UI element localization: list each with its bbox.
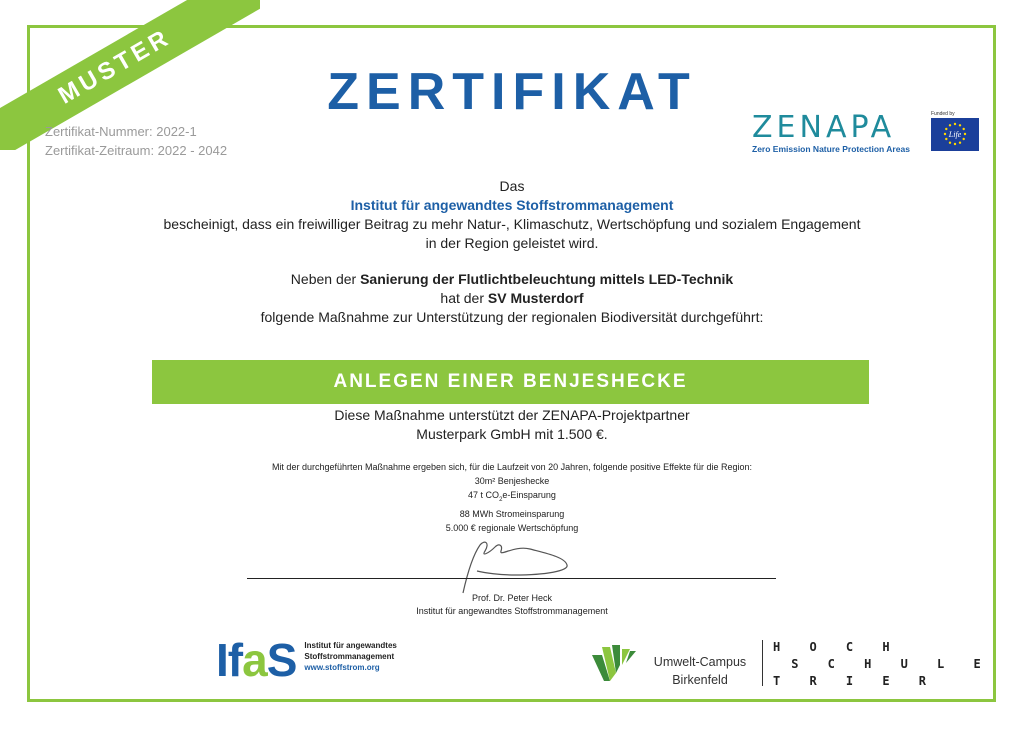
zenapa-wordmark: ZENAPA [752,110,896,145]
hochschule-trier-text: H O C H S C H U L E T R I E R [773,640,992,688]
intro-paragraph [0,177,1024,253]
effects-heading: Mit der durchgeführten Maßnahme ergeben sich, für die Laufzeit von 20 Jahren, folgende positive Effekte für die Region: [271,462,753,472]
signature-image [455,535,585,595]
eu-life-logo [931,118,979,151]
measure-banner: ANLEGEN EINER BENJESHECKE [152,360,869,404]
signatory-org: Institut für angewandtes Stoffstrommanagement [416,606,608,616]
institute-name: Institut für angewandtes Stoffstrommanagement [350,197,674,213]
ifas-wordmark: IfaS [216,634,297,686]
intro-das: Das [499,178,525,194]
signatory-block [0,592,1024,618]
certificate-number: Zertifikat-Nummer: 2022-1 [45,124,197,139]
umwelt-campus-text: Umwelt-Campus Birkenfeld [653,655,747,687]
club-name: SV Musterdorf [487,290,584,306]
umwelt-campus-mark-icon [590,643,638,683]
signature-line [247,578,776,579]
effect-co2: 47 t $CO_2e$-Einsparung [468,490,556,503]
certificate-period: Zertifikat-Zeitraum: 2022 - 2042 [45,143,228,158]
certificate-meta [45,122,227,160]
muster-label: MUSTER [0,0,260,150]
zenapa-logo [752,112,910,154]
effect-power: 88 MWh Stromeinsparung [459,508,565,519]
measure-line-1: Neben der Sanierung der Flutlichtbeleuchtung mittels LED-Technik [290,271,734,287]
measure-line-2: hat der SV Musterdorf [440,290,584,306]
effects-list [0,460,1024,535]
logo-divider [762,640,763,686]
effect-hedge: 30m² Benjeshecke [474,476,550,486]
ifas-text: Institut für angewandtes Stoffstrommanagement www.stoffstrom.org [304,641,397,672]
funded-by-label: Funded by [931,111,955,117]
certificate-title: ZERTIFIKAT [327,63,697,121]
support-paragraph [0,406,1024,444]
svg-text:Life: Life [948,130,962,139]
eu-stars-icon [931,118,979,151]
measure-line-3: folgende Maßnahme zur Unterstützung der regionalen Biodiversität durchgeführt: [260,309,764,325]
project-name: Sanierung der Flutlichtbeleuchtung mittels LED-Technik [360,271,734,287]
zenapa-subtitle: Zero Emission Nature Protection Areas [752,144,910,154]
effect-value: 5.000 € regionale Wertschöpfung [445,522,579,533]
support-line-2: Musterpark GmbH mit 1.500 €. [416,426,608,442]
measure-paragraph [0,270,1024,327]
support-line-1: Diese Maßnahme unterstützt der ZENAPA-Projektpartner [334,407,690,423]
intro-statement: bescheinigt, dass ein freiwilliger Beitrag zu mehr Natur-, Klimaschutz, Wertschöpfung und sozialem Engagement [163,216,861,232]
signatory-name: Prof. Dr. Peter Heck [471,593,553,603]
ifas-logo [216,634,397,694]
ifas-url: www.stoffstrom.org [304,663,380,672]
intro-statement-end: in der Region geleistet wird. [425,235,599,251]
